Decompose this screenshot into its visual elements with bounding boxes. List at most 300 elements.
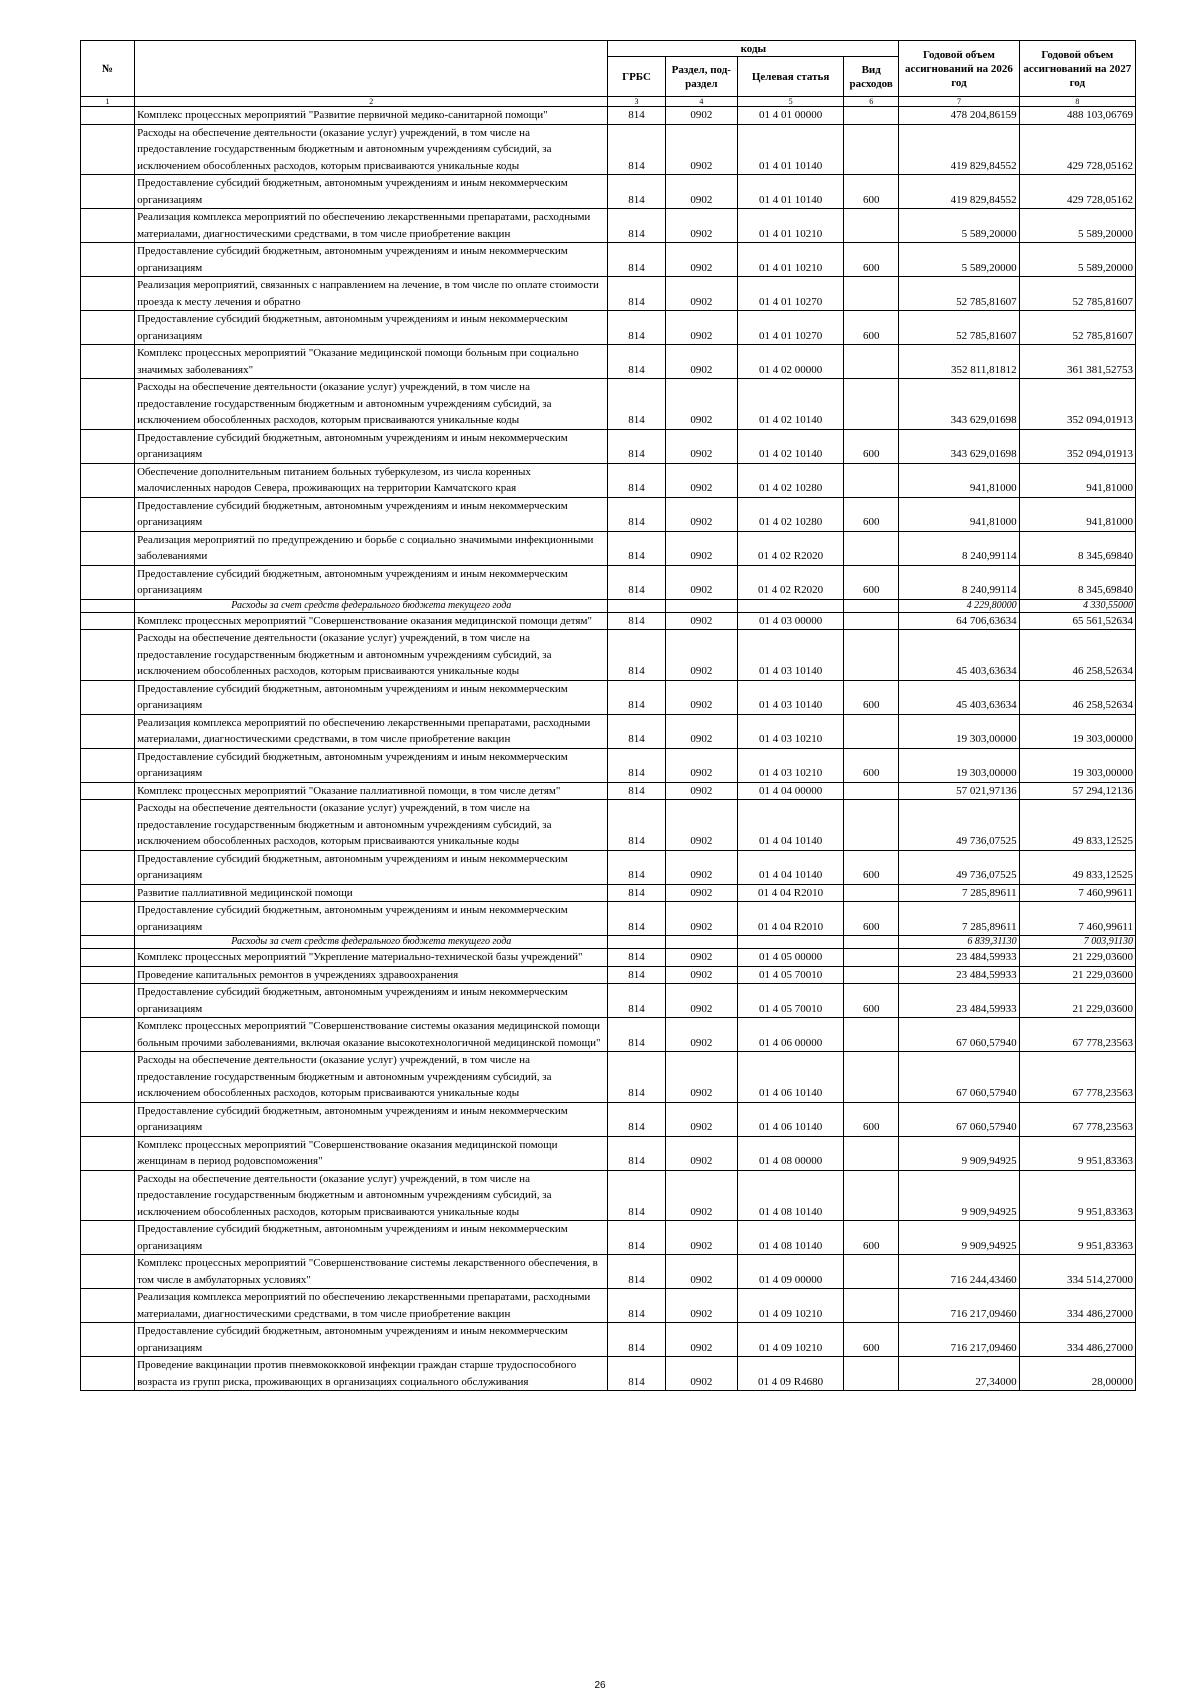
- row-number: [81, 1052, 135, 1103]
- grbs-code: 814: [608, 107, 665, 125]
- row-name: Расходы на обеспечение деятельности (оказание услуг) учреждений, в том числе на предоставление государственным бюджетным и автономным учреждениям субсидий, за исключением обособленных расходов, которым присваиваются уникальные коды: [135, 379, 608, 430]
- amount-2026: 67 060,57940: [899, 1018, 1019, 1052]
- razdel-code: 0902: [665, 782, 737, 800]
- table-row: [81, 1289, 1136, 1323]
- razdel-code: 0902: [665, 680, 737, 714]
- expense-type-code: [844, 277, 899, 311]
- target-article-code: 01 4 04 R2010: [738, 884, 844, 902]
- expense-type-code: [844, 107, 899, 125]
- amount-2026: 4 229,80000: [899, 599, 1019, 612]
- razdel-code: 0902: [665, 379, 737, 430]
- expense-type-code: [844, 1255, 899, 1289]
- row-name: Расходы на обеспечение деятельности (оказание услуг) учреждений, в том числе на предоставление государственным бюджетным и автономным учреждениям субсидий, за исключением обособленных расходов, которым присваиваются уникальные коды: [135, 1052, 608, 1103]
- grbs-code: 814: [608, 902, 665, 936]
- expense-type-code: [844, 1052, 899, 1103]
- table-row: [81, 850, 1136, 884]
- expense-type-code: 600: [844, 1323, 899, 1357]
- grbs-code: 814: [608, 680, 665, 714]
- razdel-code: [665, 599, 737, 612]
- target-article-code: 01 4 08 00000: [738, 1136, 844, 1170]
- expense-type-code: [844, 884, 899, 902]
- amount-2026: 7 285,89611: [899, 884, 1019, 902]
- table-row: [81, 1102, 1136, 1136]
- row-name: Предоставление субсидий бюджетным, автономным учреждениям и иным некоммерческим организациям: [135, 429, 608, 463]
- grbs-code: 814: [608, 209, 665, 243]
- expense-type-code: [844, 782, 899, 800]
- target-article-code: 01 4 03 10140: [738, 630, 844, 681]
- row-number: [81, 1289, 135, 1323]
- razdel-code: 0902: [665, 531, 737, 565]
- header-grbs: ГРБС: [608, 57, 665, 97]
- expense-type-code: [844, 1170, 899, 1221]
- row-name: Расходы на обеспечение деятельности (оказание услуг) учреждений, в том числе на предоставление государственным бюджетным и автономным учреждениям субсидий, за исключением обособленных расходов, которым присваиваются уникальные коды: [135, 1170, 608, 1221]
- row-name: Предоставление субсидий бюджетным, автономным учреждениям и иным некоммерческим организациям: [135, 1102, 608, 1136]
- amount-2027: 65 561,52634: [1019, 612, 1135, 630]
- target-article-code: 01 4 05 70010: [738, 984, 844, 1018]
- header-razdel: Раздел, под-раздел: [665, 57, 737, 97]
- row-name: Комплекс процессных мероприятий "Совершенствование системы лекарственного обеспечения, в том числе в амбулаторных условиях": [135, 1255, 608, 1289]
- target-article-code: 01 4 03 10210: [738, 714, 844, 748]
- table-row: [81, 463, 1136, 497]
- amount-2027: 46 258,52634: [1019, 630, 1135, 681]
- row-name: Комплекс процессных мероприятий "Совершенствование оказания медицинской помощи детям": [135, 612, 608, 630]
- header-number: №: [81, 41, 135, 97]
- table-row: [81, 966, 1136, 984]
- row-name: Предоставление субсидий бюджетным, автономным учреждениям и иным некоммерческим организациям: [135, 565, 608, 599]
- amount-2026: 67 060,57940: [899, 1102, 1019, 1136]
- row-name: Расходы на обеспечение деятельности (оказание услуг) учреждений, в том числе на предоставление государственным бюджетным и автономным учреждениям субсидий, за исключением обособленных расходов, которым присваиваются уникальные коды: [135, 124, 608, 175]
- expense-type-code: 600: [844, 175, 899, 209]
- row-number: [81, 984, 135, 1018]
- column-index: 3: [608, 97, 665, 107]
- target-article-code: 01 4 02 10140: [738, 379, 844, 430]
- amount-2026: 941,81000: [899, 497, 1019, 531]
- row-number: [81, 565, 135, 599]
- row-number: [81, 800, 135, 851]
- expense-type-code: 600: [844, 243, 899, 277]
- column-index: 8: [1019, 97, 1135, 107]
- razdel-code: 0902: [665, 714, 737, 748]
- grbs-code: 814: [608, 497, 665, 531]
- amount-2027: 8 345,69840: [1019, 531, 1135, 565]
- grbs-code: 814: [608, 850, 665, 884]
- amount-2026: 19 303,00000: [899, 748, 1019, 782]
- expense-type-code: [844, 1357, 899, 1391]
- razdel-code: 0902: [665, 984, 737, 1018]
- row-name: Комплекс процессных мероприятий "Совершенствование системы оказания медицинской помощи больным прочими заболеваниями, включая оказание высокотехнологичной медицинской помощи": [135, 1018, 608, 1052]
- row-number: [81, 1323, 135, 1357]
- expense-type-code: [844, 966, 899, 984]
- row-name: Развитие паллиативной медицинской помощи: [135, 884, 608, 902]
- amount-2026: 5 589,20000: [899, 243, 1019, 277]
- amount-2026: 23 484,59933: [899, 984, 1019, 1018]
- razdel-code: 0902: [665, 1221, 737, 1255]
- target-article-code: 01 4 04 R2010: [738, 902, 844, 936]
- razdel-code: 0902: [665, 209, 737, 243]
- razdel-code: 0902: [665, 1357, 737, 1391]
- amount-2027: 19 303,00000: [1019, 714, 1135, 748]
- amount-2027: 941,81000: [1019, 463, 1135, 497]
- expense-type-code: [844, 463, 899, 497]
- amount-2027: 21 229,03600: [1019, 966, 1135, 984]
- razdel-code: 0902: [665, 429, 737, 463]
- amount-2027: 361 381,52753: [1019, 345, 1135, 379]
- table-row: [81, 1357, 1136, 1391]
- row-name: Реализация комплекса мероприятий по обеспечению лекарственными препаратами, расходными материалами, диагностическими средствами, в том числе приобретение вакцин: [135, 1289, 608, 1323]
- table-row: [81, 345, 1136, 379]
- expense-type-code: 600: [844, 850, 899, 884]
- razdel-code: 0902: [665, 748, 737, 782]
- razdel-code: 0902: [665, 884, 737, 902]
- target-article-code: 01 4 05 00000: [738, 949, 844, 967]
- target-article-code: 01 4 09 10210: [738, 1289, 844, 1323]
- table-row: [81, 1221, 1136, 1255]
- amount-2027: 21 229,03600: [1019, 984, 1135, 1018]
- razdel-code: [665, 936, 737, 949]
- razdel-code: 0902: [665, 1289, 737, 1323]
- expense-type-code: [844, 379, 899, 430]
- grbs-code: 814: [608, 429, 665, 463]
- row-name: Предоставление субсидий бюджетным, автономным учреждениям и иным некоммерческим организациям: [135, 902, 608, 936]
- row-number: [81, 1018, 135, 1052]
- amount-2027: 4 330,55000: [1019, 599, 1135, 612]
- amount-2026: 7 285,89611: [899, 902, 1019, 936]
- row-number: [81, 1170, 135, 1221]
- grbs-code: 814: [608, 345, 665, 379]
- amount-2027: 49 833,12525: [1019, 800, 1135, 851]
- target-article-code: 01 4 01 10210: [738, 243, 844, 277]
- amount-2026: 49 736,07525: [899, 850, 1019, 884]
- table-row: [81, 124, 1136, 175]
- target-article-code: 01 4 06 10140: [738, 1102, 844, 1136]
- amount-2026: 478 204,86159: [899, 107, 1019, 125]
- table-row: [81, 311, 1136, 345]
- grbs-code: 814: [608, 277, 665, 311]
- expense-type-code: [844, 612, 899, 630]
- row-name: Комплекс процессных мероприятий "Оказание медицинской помощи больным при социально значимых заболеваниях": [135, 345, 608, 379]
- expense-type-code: 600: [844, 311, 899, 345]
- amount-2026: 23 484,59933: [899, 966, 1019, 984]
- grbs-code: 814: [608, 1323, 665, 1357]
- amount-2026: 352 811,81812: [899, 345, 1019, 379]
- row-name: Проведение вакцинации против пневмококковой инфекции граждан старше трудоспособного возраста из групп риска, проживающих в организациях социального обслуживания: [135, 1357, 608, 1391]
- row-name: Комплекс процессных мероприятий "Развитие первичной медико-санитарной помощи": [135, 107, 608, 125]
- row-name: Проведение капитальных ремонтов в учреждениях здравоохранения: [135, 966, 608, 984]
- grbs-code: 814: [608, 175, 665, 209]
- amount-2027: 5 589,20000: [1019, 243, 1135, 277]
- row-name: Комплекс процессных мероприятий "Совершенствование оказания медицинской помощи женщинам в период родовспоможения": [135, 1136, 608, 1170]
- expense-type-code: [844, 714, 899, 748]
- row-name: Предоставление субсидий бюджетным, автономным учреждениям и иным некоммерческим организациям: [135, 984, 608, 1018]
- amount-2027: 19 303,00000: [1019, 748, 1135, 782]
- row-number: [81, 311, 135, 345]
- row-number: [81, 107, 135, 125]
- grbs-code: 814: [608, 714, 665, 748]
- razdel-code: 0902: [665, 107, 737, 125]
- expense-type-code: 600: [844, 565, 899, 599]
- expense-type-code: [844, 1289, 899, 1323]
- grbs-code: 814: [608, 311, 665, 345]
- row-name: Предоставление субсидий бюджетным, автономным учреждениям и иным некоммерческим организациям: [135, 1221, 608, 1255]
- grbs-code: 814: [608, 949, 665, 967]
- grbs-code: 814: [608, 1255, 665, 1289]
- amount-2027: 7 460,99611: [1019, 884, 1135, 902]
- amount-2026: 6 839,31130: [899, 936, 1019, 949]
- expense-type-code: [844, 630, 899, 681]
- razdel-code: 0902: [665, 463, 737, 497]
- amount-2026: 9 909,94925: [899, 1170, 1019, 1221]
- amount-2026: 49 736,07525: [899, 800, 1019, 851]
- razdel-code: 0902: [665, 1018, 737, 1052]
- razdel-code: 0902: [665, 630, 737, 681]
- amount-2027: 67 778,23563: [1019, 1102, 1135, 1136]
- row-number: [81, 936, 135, 949]
- header-expense-type: Вид расходов: [844, 57, 899, 97]
- amount-2027: 46 258,52634: [1019, 680, 1135, 714]
- table-row: [81, 800, 1136, 851]
- amount-2026: 343 629,01698: [899, 429, 1019, 463]
- target-article-code: 01 4 06 10140: [738, 1052, 844, 1103]
- razdel-code: 0902: [665, 1136, 737, 1170]
- column-index-row: [81, 97, 1136, 107]
- row-number: [81, 884, 135, 902]
- row-number: [81, 748, 135, 782]
- table-header: [81, 41, 1136, 107]
- table-row: [81, 1255, 1136, 1289]
- amount-2026: 45 403,63634: [899, 630, 1019, 681]
- federal-budget-row: [81, 599, 1136, 612]
- table-row: [81, 884, 1136, 902]
- target-article-code: [738, 599, 844, 612]
- target-article-code: 01 4 08 10140: [738, 1221, 844, 1255]
- amount-2027: 21 229,03600: [1019, 949, 1135, 967]
- expense-type-code: 600: [844, 984, 899, 1018]
- amount-2026: 716 244,43460: [899, 1255, 1019, 1289]
- target-article-code: 01 4 01 00000: [738, 107, 844, 125]
- amount-2026: 67 060,57940: [899, 1052, 1019, 1103]
- amount-2027: 9 951,83363: [1019, 1221, 1135, 1255]
- grbs-code: 814: [608, 800, 665, 851]
- amount-2026: 8 240,99114: [899, 565, 1019, 599]
- table-row: [81, 277, 1136, 311]
- grbs-code: 814: [608, 612, 665, 630]
- row-name: Реализация мероприятий по предупреждению и борьбе с социально значимыми инфекционными заболеваниями: [135, 531, 608, 565]
- table-row: [81, 748, 1136, 782]
- column-index: 7: [899, 97, 1019, 107]
- amount-2027: 7 003,91130: [1019, 936, 1135, 949]
- amount-2027: 52 785,81607: [1019, 311, 1135, 345]
- row-name: Расходы за счет средств федерального бюджета текущего года: [135, 599, 608, 612]
- row-number: [81, 1102, 135, 1136]
- grbs-code: 814: [608, 1170, 665, 1221]
- header-name: [135, 41, 608, 97]
- grbs-code: 814: [608, 1136, 665, 1170]
- row-number: [81, 599, 135, 612]
- column-index: 2: [135, 97, 608, 107]
- expense-type-code: [844, 599, 899, 612]
- target-article-code: 01 4 09 00000: [738, 1255, 844, 1289]
- grbs-code: 814: [608, 884, 665, 902]
- row-number: [81, 966, 135, 984]
- grbs-code: 814: [608, 1052, 665, 1103]
- header-year-2026: Годовой объем ассигнований на 2026 год: [899, 41, 1019, 97]
- grbs-code: 814: [608, 966, 665, 984]
- amount-2026: 5 589,20000: [899, 209, 1019, 243]
- amount-2026: 52 785,81607: [899, 311, 1019, 345]
- table-row: [81, 429, 1136, 463]
- row-number: [81, 630, 135, 681]
- header-target-article: Целевая статья: [738, 57, 844, 97]
- target-article-code: 01 4 01 10270: [738, 277, 844, 311]
- amount-2027: 429 728,05162: [1019, 175, 1135, 209]
- table-row: [81, 902, 1136, 936]
- row-name: Предоставление субсидий бюджетным, автономным учреждениям и иным некоммерческим организациям: [135, 243, 608, 277]
- table-row: [81, 107, 1136, 125]
- target-article-code: 01 4 03 10210: [738, 748, 844, 782]
- grbs-code: 814: [608, 463, 665, 497]
- expense-type-code: [844, 209, 899, 243]
- row-name: Обеспечение дополнительным питанием больных туберкулезом, из числа коренных малочисленных народов Севера, проживающих на территории Камчатского края: [135, 463, 608, 497]
- row-number: [81, 850, 135, 884]
- target-article-code: 01 4 02 10280: [738, 463, 844, 497]
- grbs-code: 814: [608, 1102, 665, 1136]
- amount-2027: 28,00000: [1019, 1357, 1135, 1391]
- razdel-code: 0902: [665, 124, 737, 175]
- table-row: [81, 1136, 1136, 1170]
- razdel-code: 0902: [665, 800, 737, 851]
- amount-2027: 429 728,05162: [1019, 124, 1135, 175]
- grbs-code: 814: [608, 243, 665, 277]
- row-name: Предоставление субсидий бюджетным, автономным учреждениям и иным некоммерческим организациям: [135, 748, 608, 782]
- table-row: [81, 984, 1136, 1018]
- row-name: Предоставление субсидий бюджетным, автономным учреждениям и иным некоммерческим организациям: [135, 680, 608, 714]
- column-index: 1: [81, 97, 135, 107]
- grbs-code: 814: [608, 1357, 665, 1391]
- razdel-code: 0902: [665, 1323, 737, 1357]
- amount-2026: 57 021,97136: [899, 782, 1019, 800]
- row-number: [81, 612, 135, 630]
- budget-sheet: [80, 40, 1136, 1391]
- amount-2026: 19 303,00000: [899, 714, 1019, 748]
- table-row: [81, 175, 1136, 209]
- amount-2026: 941,81000: [899, 463, 1019, 497]
- table-row: [81, 782, 1136, 800]
- amount-2027: 334 486,27000: [1019, 1323, 1135, 1357]
- grbs-code: 814: [608, 782, 665, 800]
- row-name: Предоставление субсидий бюджетным, автономным учреждениям и иным некоммерческим организациям: [135, 311, 608, 345]
- target-article-code: 01 4 02 00000: [738, 345, 844, 379]
- row-number: [81, 243, 135, 277]
- expense-type-code: [844, 531, 899, 565]
- grbs-code: 814: [608, 748, 665, 782]
- row-number: [81, 497, 135, 531]
- target-article-code: 01 4 04 10140: [738, 850, 844, 884]
- table-row: [81, 209, 1136, 243]
- amount-2026: 419 829,84552: [899, 124, 1019, 175]
- amount-2026: 45 403,63634: [899, 680, 1019, 714]
- razdel-code: 0902: [665, 902, 737, 936]
- grbs-code: 814: [608, 630, 665, 681]
- row-number: [81, 209, 135, 243]
- row-number: [81, 345, 135, 379]
- table-row: [81, 680, 1136, 714]
- amount-2027: 67 778,23563: [1019, 1018, 1135, 1052]
- razdel-code: 0902: [665, 311, 737, 345]
- row-number: [81, 680, 135, 714]
- target-article-code: 01 4 01 10210: [738, 209, 844, 243]
- razdel-code: 0902: [665, 345, 737, 379]
- row-number: [81, 1357, 135, 1391]
- amount-2026: 64 706,63634: [899, 612, 1019, 630]
- target-article-code: 01 4 08 10140: [738, 1170, 844, 1221]
- target-article-code: 01 4 01 10140: [738, 124, 844, 175]
- amount-2026: 8 240,99114: [899, 531, 1019, 565]
- row-name: Расходы на обеспечение деятельности (оказание услуг) учреждений, в том числе на предоставление государственным бюджетным и автономным учреждениям субсидий, за исключением обособленных расходов, которым присваиваются уникальные коды: [135, 630, 608, 681]
- table-row: [81, 714, 1136, 748]
- row-name: Предоставление субсидий бюджетным, автономным учреждениям и иным некоммерческим организациям: [135, 497, 608, 531]
- row-number: [81, 277, 135, 311]
- row-number: [81, 531, 135, 565]
- budget-table: [80, 40, 1136, 1391]
- expense-type-code: 600: [844, 497, 899, 531]
- razdel-code: 0902: [665, 1052, 737, 1103]
- header-year-2027: Годовой объем ассигнований на 2027 год: [1019, 41, 1135, 97]
- row-number: [81, 124, 135, 175]
- table-body: [81, 107, 1136, 1391]
- table-row: [81, 1018, 1136, 1052]
- razdel-code: 0902: [665, 497, 737, 531]
- row-name: Реализация комплекса мероприятий по обеспечению лекарственными препаратами, расходными материалами, диагностическими средствами, в том числе приобретение вакцин: [135, 209, 608, 243]
- razdel-code: 0902: [665, 1102, 737, 1136]
- row-number: [81, 714, 135, 748]
- row-name: Предоставление субсидий бюджетным, автономным учреждениям и иным некоммерческим организациям: [135, 175, 608, 209]
- expense-type-code: 600: [844, 429, 899, 463]
- row-number: [81, 902, 135, 936]
- razdel-code: 0902: [665, 1170, 737, 1221]
- amount-2026: 419 829,84552: [899, 175, 1019, 209]
- table-row: [81, 949, 1136, 967]
- target-article-code: 01 4 02 10280: [738, 497, 844, 531]
- row-name: Предоставление субсидий бюджетным, автономным учреждениям и иным некоммерческим организациям: [135, 850, 608, 884]
- row-name: Расходы за счет средств федерального бюджета текущего года: [135, 936, 608, 949]
- amount-2027: 49 833,12525: [1019, 850, 1135, 884]
- amount-2027: 334 514,27000: [1019, 1255, 1135, 1289]
- target-article-code: 01 4 05 70010: [738, 966, 844, 984]
- target-article-code: 01 4 03 00000: [738, 612, 844, 630]
- target-article-code: 01 4 01 10270: [738, 311, 844, 345]
- table-row: [81, 630, 1136, 681]
- table-row: [81, 1170, 1136, 1221]
- amount-2027: 9 951,83363: [1019, 1136, 1135, 1170]
- row-number: [81, 782, 135, 800]
- table-row: [81, 379, 1136, 430]
- amount-2027: 941,81000: [1019, 497, 1135, 531]
- expense-type-code: [844, 949, 899, 967]
- expense-type-code: 600: [844, 1102, 899, 1136]
- expense-type-code: 600: [844, 902, 899, 936]
- expense-type-code: [844, 800, 899, 851]
- amount-2027: 8 345,69840: [1019, 565, 1135, 599]
- table-row: [81, 1052, 1136, 1103]
- row-number: [81, 1255, 135, 1289]
- row-number: [81, 379, 135, 430]
- expense-type-code: [844, 936, 899, 949]
- grbs-code: 814: [608, 1289, 665, 1323]
- grbs-code: [608, 599, 665, 612]
- razdel-code: 0902: [665, 949, 737, 967]
- amount-2026: 27,34000: [899, 1357, 1019, 1391]
- table-row: [81, 612, 1136, 630]
